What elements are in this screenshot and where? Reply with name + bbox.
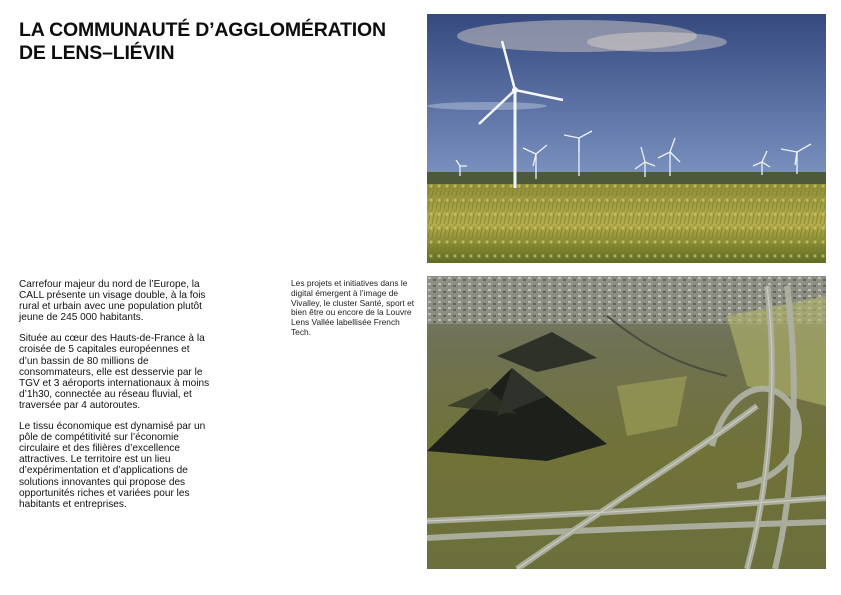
body-text: [19, 279, 211, 520]
page-title-line-2: DE LENS–LIÉVIN: [19, 42, 175, 64]
wind-turbines-photo: [427, 14, 826, 263]
sidebar-text: [291, 279, 417, 338]
body-paragraph-2: Située au cœur des Hauts-de-France à la croisée de 5 capitales européennes et d’un bassin de 80 millions de consommateurs, elle est desservie par le TGV et 3 aéroports internationaux à moins d’1h30, connectée au réseau fluvial, et traversée par 4 autoroutes.: [19, 333, 210, 411]
page-title-line-1: LA COMMUNAUTÉ D’AGGLOMÉRATION: [19, 19, 386, 41]
sidebar-paragraph: Les projets et initiatives dans le digital émergent à l’image de Vivalley, le cluster Santé, sport et bien être ou encore de la Louvre Lens Vallée labellisée French Tech.: [291, 278, 415, 337]
page-title: [19, 19, 419, 65]
aerial-landscape-illustration: [427, 276, 826, 569]
aerial-landscape-photo: [427, 276, 826, 569]
body-paragraph-3: Le tissu économique est dynamisé par un pôle de compétitivité sur l’économie circulaire et des filières d’excellence attractives. Le territoire est un lieu d’expérimentation et d’applications de solutions innovantes qui propose des opportunités riches et variées pour les habitants et entreprises.: [19, 421, 206, 510]
body-paragraph-1: Carrefour majeur du nord de l’Europe, la CALL présente un visage double, à la fois rural et urbain avec une population plutôt jeune de 245 000 habitants.: [19, 279, 206, 324]
wind-turbines-illustration: [427, 14, 826, 263]
